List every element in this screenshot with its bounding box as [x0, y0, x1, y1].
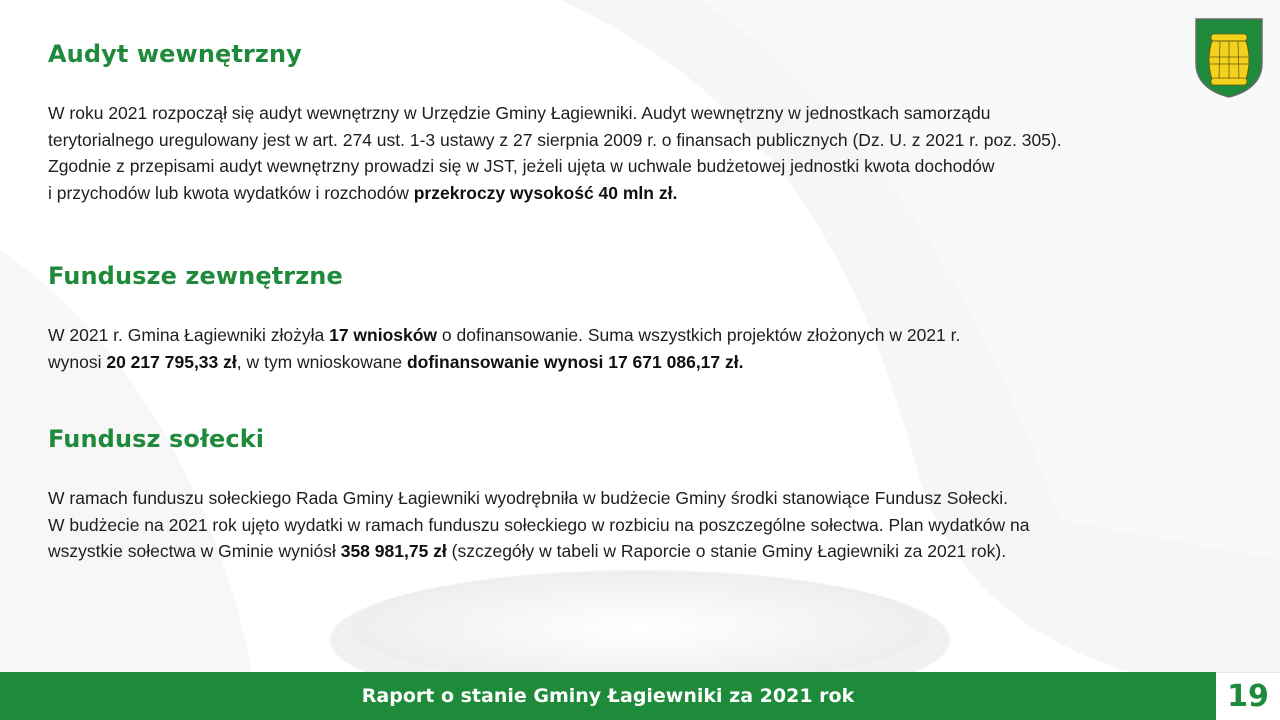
- village-fund-amount: 358 981,75 zł: [340, 541, 447, 561]
- section-heading-village-fund: Fundusz sołecki: [48, 425, 265, 453]
- crest-icon: [1194, 17, 1264, 99]
- page-number-box: [1216, 672, 1280, 720]
- section-text-village-fund: W ramach funduszu sołeckiego Rada Gminy Łagiewniki wyodrębniła w budżecie Gminy środki stanowiące Fundusz Sołecki. W budżecie na 2021 rok ujęto wydatki w ramach funduszu sołeckiego w rozbiciu na poszczególne sołectwa. Plan wydatków na wszystkie sołectwa w Gminie wyniósł 358 981,75 zł (szczegóły w tabeli w Raporcie o stanie Gminy Łagiewniki za 2021 rok).: [48, 488, 1030, 561]
- page-number: 19: [1227, 679, 1269, 714]
- section-text-audit: W roku 2021 rozpoczął się audyt wewnętrzny w Urzędzie Gminy Łagiewniki. Audyt wewnętrzny w jednostkach samorządu terytorialnego uregulowany jest w art. 274 ust. 1-3 ustawy z 27 sierpnia 2009 r. o finansach publicznych (Dz. U. z 2021 r. poz. 305). Zgodnie z przepisami audyt wewnętrzny prowadzi się w JST, jeżeli ujęta w uchwale budżetowej jednostki kwota dochodów i przychodów lub kwota wydatków i rozchodów przekroczy wysokość 40 mln zł.: [48, 103, 1062, 203]
- footer-title: Raport o stanie Gminy Łagiewniki za 2021 rok: [361, 685, 855, 707]
- projects-total-amount: 20 217 795,33 zł: [106, 351, 237, 372]
- audit-threshold-highlight: przekroczy wysokość 40 mln zł.: [413, 182, 678, 203]
- section-heading-audit: Audyt wewnętrzny: [48, 40, 302, 68]
- cofinancing-amount: dofinansowanie wynosi 17 671 086,17 zł.: [406, 351, 744, 372]
- section-heading-external-funds: Fundusze zewnętrzne: [48, 262, 343, 290]
- footer-bar: [0, 672, 1216, 720]
- section-text-external-funds: W 2021 r. Gmina Łagiewniki złożyła 17 wniosków o dofinansowanie. Suma wszystkich projektów złożonych w 2021 r. wynosi 20 217 795,33 zł, w tym wnioskowane dofinansowanie wynosi 17 671 086,17 zł.: [48, 325, 961, 372]
- applications-count: 17 wniosków: [329, 325, 438, 345]
